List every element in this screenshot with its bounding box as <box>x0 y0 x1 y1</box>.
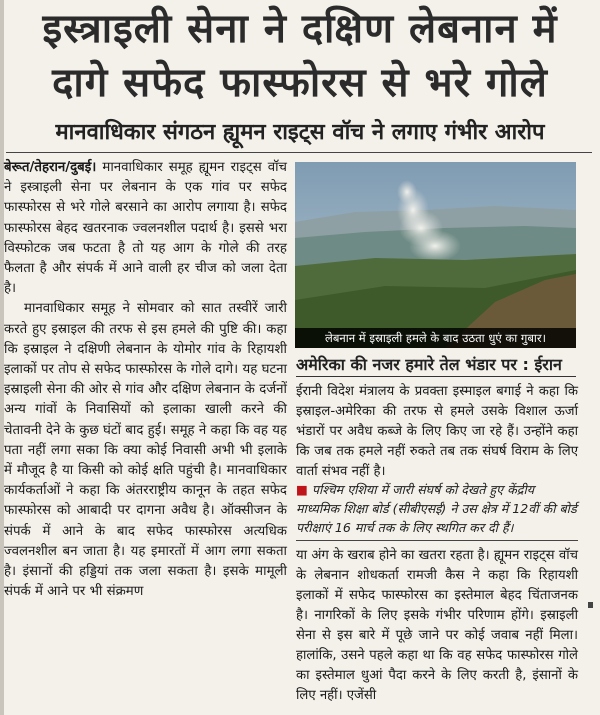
headline-line-2: दागे सफेद फास्फोरस से भरे गोले <box>52 60 548 106</box>
red-square-bullet-icon: ■ <box>296 482 308 497</box>
photo-caption: लेबनान में इस्राइली हमले के बाद उठता धुएं का गुबार। <box>295 328 576 348</box>
main-story-paragraph-2: मानवाधिकार समूह ने सोमवार को सात तस्वीरें जारी करते हुए इस्राइल की तरफ से इस हमले की पुष्टि की। कहा कि इस्राइल ने दक्षिणी लेबनान के योमोर गांव के रिहायशी इलाकों पर तोप से सफेद फास्फोरस के गोले दागे। यह घटना इस्राइली सेना की ओर से गांव और दक्षिण लेबनान के दर्जनों अन्य गांवों के निवासियों को इलाका खाली करने की चेतावनी देने के कुछ घंटों बाद हुई। समूह ने कहा कि वह यह पता नहीं लगा सका कि क्या कोई निवासी अभी भी इलाके में मौजूद है या किसी को कोई क्षति पहुंची है। मानवाधिकार कार्यकर्ताओं ने कहा कि अंतरराष्ट्रीय कानून के तहत सफेद फास्फोरस को आबादी पर दागना अवैध है। ऑक्सीजन के संपर्क में आने के बाद सफेद फास्फोरस अत्यधिक ज्वलनशील बन जाता है। यह इमारतों में आग लगा सकता है। इंसानों की हड्डियां तक जला सकता है। इसके मामूली संपर्क में आने पर भी संक्रमण <box>4 301 287 600</box>
headline <box>0 2 600 110</box>
cbse-note-text: पश्चिम एशिया में जारी संघर्ष को देखते हुए केंद्रीय माध्यमिक शिक्षा बोर्ड (सीबीएसई) ने उस क्षेत्र में 12वीं की बोर्ड परीक्षाएं 16 मार्च तक के लिए स्थगित कर दी हैं। <box>296 482 577 535</box>
smoke-landscape-image <box>295 162 576 348</box>
main-story-paragraph-1 <box>4 158 287 299</box>
subheadline-rule <box>6 152 592 153</box>
edge-marker <box>588 602 593 608</box>
side-story-title: अमेरिका की नजर हमारे तेल भंडार पर : ईरान <box>296 354 576 377</box>
side-story-paragraph: ईरानी विदेश मंत्रालय के प्रवक्ता इस्माइल बगाई ने कहा कि इस्राइल-अमेरिका की तरफ से हमले उसके विशाल ऊर्जा भंडारों पर अवैध कब्जे के लिए किए जा रहे हैं। उन्होंने कहा कि जब तक हमले नहीं रुकते तब तक संघर्ष विराम के लिए वार्ता संभव नहीं है। <box>296 384 578 479</box>
continuation-column <box>296 546 578 706</box>
cbse-note <box>296 480 578 537</box>
section-rule <box>296 540 578 541</box>
continuation-text: या अंग के खराब होने का खतरा रहता है। ह्यूमन राइट्स वॉच के लेबनान शोधकर्ता रामजी कैस ने कहा कि रिहायशी इलाकों में सफेद फास्फोरस का इस्तेमाल बेहद चिंताजनक है। नागरिकों के लिए इसके गंभीर परिणाम होंगे। इस्राइली सेना से इस बारे में पूछे जाने पर कोई जवाब नहीं मिला। हालांकि, उसने पहले कहा था कि वह सफेद फास्फोरस गोले का इस्तेमाल धुआं पैदा करने के लिए करती है, इंसानों के लिए नहीं। एजेंसी <box>296 548 578 703</box>
subheadline: मानवाधिकार संगठन ह्यूमन राइट्स वॉच ने लगाए गंभीर आरोप <box>55 120 545 145</box>
news-photo <box>295 162 576 348</box>
main-story-column <box>4 158 287 602</box>
main-story-paragraph-1-text: मानवाधिकार समूह ह्यूमन राइट्स वॉच ने इस्त्राइली सेना पर लेबनान के एक गांव पर सफेद फास्फोरस से भरे गोले बरसाने का आरोप लगाया है। सफेद फास्फोरस बेहद खतरनाक ज्वलनशील पदार्थ है। इससे भरा विस्फोटक जब फटता है तो यह आग के गोले की तरह फैलता है और संपर्क में आने वाली हर चीज को जला देता है। <box>4 160 287 297</box>
headline-line-1: इस्त्राइली सेना ने दक्षिण लेबनान में <box>42 6 558 52</box>
dateline: बेरूत/तेहरान/दुबई। <box>4 160 97 175</box>
side-story-body <box>296 382 578 482</box>
